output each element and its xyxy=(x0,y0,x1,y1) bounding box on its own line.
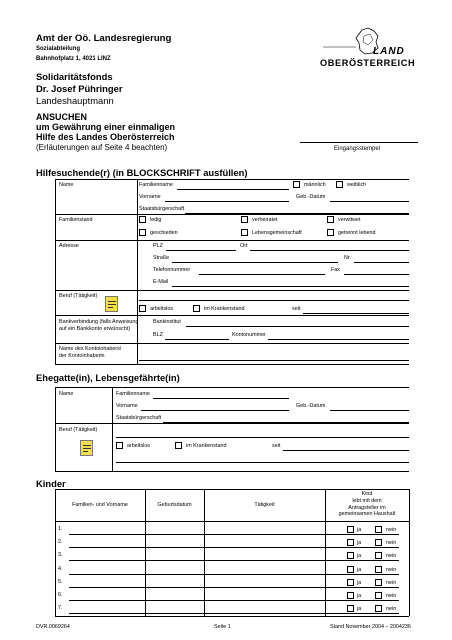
col-taetigkeit-header: Tätigkeit xyxy=(254,502,275,508)
plz-label: PLZ xyxy=(153,243,163,249)
familienname-field[interactable] xyxy=(177,189,289,190)
fax-field[interactable] xyxy=(344,274,409,275)
bankinstitut-field[interactable] xyxy=(186,326,409,327)
geb-datum-field[interactable] xyxy=(330,201,409,202)
weiblich-checkbox[interactable] xyxy=(336,181,343,188)
partner-krankenstand-label: im Krankenstand xyxy=(186,443,227,449)
child-row-number: 6. xyxy=(58,592,63,598)
kontoinhaber-field[interactable] xyxy=(139,360,409,361)
fund-name: Solidaritätsfonds xyxy=(36,71,113,82)
child-nein-checkbox[interactable] xyxy=(375,592,382,599)
partner-vorname-label: Vorname xyxy=(116,403,138,409)
strasse-field[interactable] xyxy=(172,262,338,263)
plz-field[interactable] xyxy=(166,250,236,251)
child-nein-label: nein xyxy=(386,527,397,533)
col-geburt-header: Geburtsdatum xyxy=(157,502,192,508)
child-row-line[interactable] xyxy=(69,534,399,535)
child-ja-checkbox[interactable] xyxy=(347,539,354,546)
child-ja-label: ja xyxy=(357,527,362,533)
logo-state: OBERÖSTERREICH xyxy=(320,58,416,68)
ledig-label: ledig xyxy=(150,217,162,223)
partner-familienname-label: Familienname xyxy=(116,391,150,397)
vorname-field[interactable] xyxy=(165,201,289,202)
child-row-number: 4. xyxy=(58,565,63,572)
nr-field[interactable] xyxy=(354,262,409,263)
nr-label: Nr. xyxy=(344,255,351,261)
child-ja-checkbox[interactable] xyxy=(347,552,354,559)
partner-vorname-field[interactable] xyxy=(141,410,289,411)
section-partner-title: Ehegatte(in), Lebensgefährte(in) xyxy=(36,372,180,383)
beruf-field[interactable] xyxy=(139,300,409,301)
child-nein-checkbox[interactable] xyxy=(375,539,382,546)
child-row-line[interactable] xyxy=(69,600,399,601)
bank-label: Bankverbindung (falls Anweisung xyxy=(59,319,139,325)
adresse-label: Adresse xyxy=(59,243,79,249)
child-nein-label: nein xyxy=(386,540,397,547)
child-nein-checkbox[interactable] xyxy=(375,526,382,533)
fund-person: Dr. Josef Pühringer xyxy=(36,83,123,94)
name-label: Name xyxy=(59,182,74,188)
telefon-field[interactable] xyxy=(199,274,325,275)
geschieden-label: geschieden xyxy=(150,230,178,236)
child-row-number: 3. xyxy=(58,552,63,559)
ledig-checkbox[interactable] xyxy=(139,216,146,223)
child-nein-label: nein xyxy=(386,566,397,573)
child-ja-checkbox[interactable] xyxy=(347,605,354,612)
child-nein-label: nein xyxy=(386,606,397,613)
child-row-line[interactable] xyxy=(69,560,399,561)
verheiratet-checkbox[interactable] xyxy=(241,216,248,223)
partner-staatsbuergerschaft-label: Staatsbürgerschaft xyxy=(116,415,162,421)
strasse-label: Straße xyxy=(153,255,170,261)
partner-arbeitslos-checkbox[interactable] xyxy=(116,442,123,449)
address: Bahnhofplatz 1, 4021 LINZ xyxy=(36,56,111,62)
child-ja-label: ja xyxy=(357,579,362,586)
request-line2: um Gewährung einer einmaligen xyxy=(36,122,176,132)
child-nein-label: nein xyxy=(386,553,397,560)
familienname-label: Familienname xyxy=(139,182,173,188)
child-ja-checkbox[interactable] xyxy=(347,526,354,533)
child-row-line[interactable] xyxy=(69,613,399,614)
footer-version: Stand November 2004 – 2004236 xyxy=(330,624,411,630)
kontonummer-label: Kontonummer xyxy=(232,332,266,338)
child-nein-checkbox[interactable] xyxy=(375,605,382,612)
krankenstand-checkbox[interactable] xyxy=(193,305,200,312)
bankinstitut-label: Bankinstitut xyxy=(153,319,181,325)
partner-extra-field[interactable] xyxy=(116,462,409,463)
arbeitslos-checkbox[interactable] xyxy=(139,305,146,312)
seit-label: seit xyxy=(292,306,301,312)
partner-name-label: Name xyxy=(59,391,74,397)
partner-geb-datum-label: Geb.-Datum xyxy=(296,403,326,409)
email-field[interactable] xyxy=(172,286,409,287)
lebensgemeinschaft-label: Lebensgemeinschaft xyxy=(252,230,302,236)
child-ja-checkbox[interactable] xyxy=(347,579,354,586)
lebensgemeinschaft-checkbox[interactable] xyxy=(241,229,248,236)
fund-role: Landeshauptmann xyxy=(36,95,114,106)
ort-field[interactable] xyxy=(250,250,409,251)
col-kind-line1: Kind xyxy=(361,491,373,497)
notepad-icon xyxy=(105,296,118,312)
child-ja-checkbox[interactable] xyxy=(347,566,354,573)
request-note: (Erläuterungen auf Seite 4 beachten) xyxy=(36,143,168,152)
child-nein-label: nein xyxy=(386,579,397,586)
child-row-number: 7. xyxy=(58,605,63,612)
partner-notepad-icon xyxy=(80,440,93,456)
familienstand-label: Familienstand xyxy=(59,217,93,223)
child-nein-label: nein xyxy=(386,593,397,599)
verwitwet-label: verwitwet xyxy=(338,217,361,223)
child-ja-label: ja xyxy=(357,540,362,547)
col-kind-header xyxy=(325,491,409,518)
col-name-header: Familien- und Vorname xyxy=(72,502,128,508)
footer-code: DVR.0069264 xyxy=(36,624,70,630)
maennlich-checkbox[interactable] xyxy=(293,181,300,188)
bank-label-2: auf ein Bankkonto erwünscht) xyxy=(59,326,131,332)
department: Sozialabteilung xyxy=(36,46,81,52)
partner-arbeitslos-label: arbeitslos xyxy=(127,443,151,449)
blz-label: BLZ xyxy=(153,332,163,338)
ort-label: Ort xyxy=(240,243,248,249)
col-kind-line3: Antragsteller im xyxy=(348,504,386,511)
authority-title: Amt der Oö. Landesregierung xyxy=(36,33,172,44)
partner-seit-field[interactable] xyxy=(283,450,409,451)
kontonummer-field[interactable] xyxy=(268,339,409,340)
kontoinhaber-label-2: der Kontoinhaberin xyxy=(59,353,105,359)
geb-datum-label: Geb.-Datum xyxy=(296,194,326,200)
staatsbuergerschaft-field[interactable] xyxy=(185,213,409,214)
partner-familienname-field[interactable] xyxy=(153,398,289,399)
beruf-label: Beruf (Tätigkeit) xyxy=(59,293,98,299)
section-applicant-title: Hilfesuchende(r) (in BLOCKSCHRIFT ausfüllen) xyxy=(36,167,248,178)
telefon-label: Telefonnummer xyxy=(153,267,191,273)
col-kind-line4: gemeinsamen Haushalt xyxy=(338,511,396,518)
stamp-label: Eingangsstempel xyxy=(334,146,381,152)
kontoinhaber-label: Name des Kontoinhabers/ xyxy=(59,346,122,352)
getrennt-checkbox[interactable] xyxy=(327,229,334,236)
child-ja-label: ja xyxy=(357,566,362,573)
child-nein-checkbox[interactable] xyxy=(375,579,382,586)
child-row-number: 2. xyxy=(58,539,63,546)
verheiratet-label: verheiratet xyxy=(252,217,278,223)
child-nein-checkbox[interactable] xyxy=(375,552,382,559)
maennlich-label: männlich xyxy=(304,182,326,188)
footer-page: Seite 1 xyxy=(214,624,231,630)
child-nein-checkbox[interactable] xyxy=(375,566,382,573)
fax-label: Fax xyxy=(331,267,340,273)
child-ja-label: ja xyxy=(357,593,362,599)
request-title: ANSUCHEN xyxy=(36,112,88,122)
email-label: E-Mail xyxy=(153,279,169,285)
staatsbuergerschaft-label: Staatsbürgerschaft xyxy=(139,206,185,212)
geschieden-checkbox[interactable] xyxy=(139,229,146,236)
vorname-label: Vorname xyxy=(139,194,161,200)
partner-geb-datum-field[interactable] xyxy=(330,410,409,411)
getrennt-label: getrennt lebend xyxy=(338,230,376,236)
logo-land: LAND xyxy=(373,46,405,57)
child-ja-label: ja xyxy=(357,606,362,613)
child-ja-label: ja xyxy=(357,553,362,560)
partner-beruf-label: Beruf (Tätigkeit) xyxy=(59,427,98,433)
child-row-line[interactable] xyxy=(69,547,399,548)
partner-krankenstand-checkbox[interactable] xyxy=(175,442,182,449)
child-row-number: 1. xyxy=(58,526,63,532)
weiblich-label: weiblich xyxy=(347,182,367,188)
seit-field[interactable] xyxy=(303,313,409,314)
child-row-line[interactable] xyxy=(69,587,399,588)
arbeitslos-label: arbeitslos xyxy=(150,306,174,312)
child-row-line[interactable] xyxy=(69,574,399,575)
blz-field[interactable] xyxy=(165,339,229,340)
verwitwet-checkbox[interactable] xyxy=(327,216,334,223)
partner-staatsbuergerschaft-field[interactable] xyxy=(163,422,409,423)
child-row-number: 5. xyxy=(58,578,63,585)
section-children-title: Kinder xyxy=(36,478,66,489)
request-line3: Hilfe des Landes Oberösterreich xyxy=(36,132,175,142)
krankenstand-label: im Krankenstand xyxy=(204,306,245,312)
child-ja-checkbox[interactable] xyxy=(347,592,354,599)
col-kind-line2: lebt mit dem xyxy=(352,497,382,504)
partner-beruf-field[interactable] xyxy=(116,437,409,438)
partner-seit-label: seit xyxy=(272,443,281,449)
